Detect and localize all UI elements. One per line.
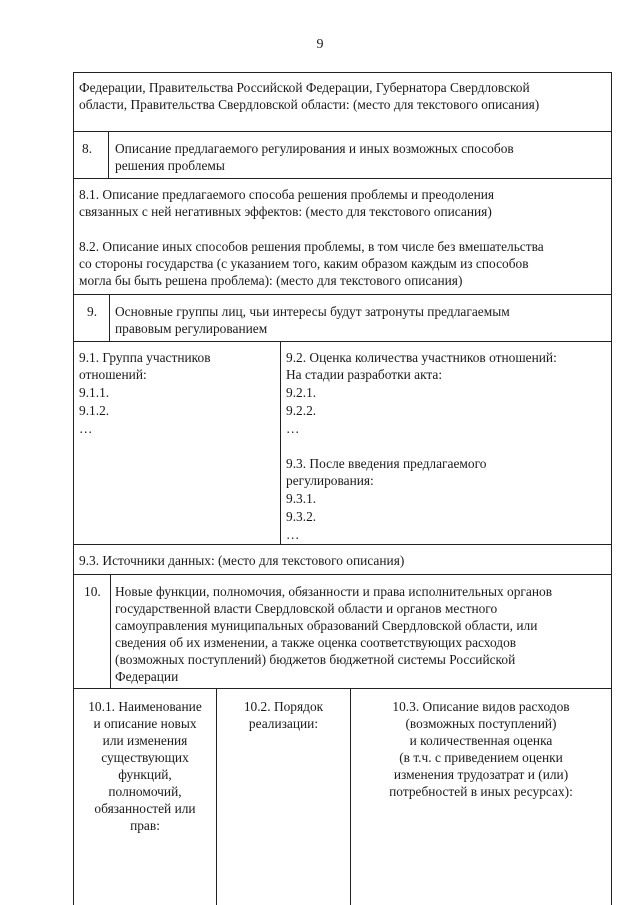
sec8-title-1: Описание предлагаемого регулирования и иных возможных способов (115, 141, 514, 156)
divider-sec8-num (108, 131, 109, 178)
sec10-col3-line: 10.3. Описание видов расходов (392, 699, 570, 714)
sec10-title-3: самоуправления муниципальных образований Свердловской области, или (115, 618, 538, 633)
rule-after-sec9-title (73, 341, 612, 342)
sec8-p82-1: 8.2. Описание иных способов решения проблемы, в том числе без вмешательства (79, 239, 544, 254)
divider-sec9-columns (280, 341, 281, 544)
sec10-title-1: Новые функции, полномочия, обязанности и права исполнительных органов (115, 584, 553, 599)
divider-sec9-num (109, 294, 110, 341)
sec9-right-9: 9.3.2. (286, 509, 317, 524)
sec10-col2-line: реализации: (248, 716, 319, 731)
sec9-title-1: Основные группы лиц, чьи интересы будут затронуты предлагаемым (115, 304, 510, 319)
sec9-right-6: 9.3. После введения предлагаемого (286, 456, 487, 471)
sec8-p82-2: со стороны государства (с указанием того, каким образом каждым из способов (79, 256, 529, 271)
sec8-title-2: решения проблемы (115, 158, 225, 173)
sec10-col2-line: 10.2. Порядок (243, 699, 324, 714)
sec10-col3-line: (в т.ч. с приведением оценки (399, 750, 563, 765)
rule-after-sources (73, 574, 612, 575)
sec10-col1-line: прав: (130, 818, 160, 833)
sec8-number: 8. (82, 141, 93, 156)
rule-after-sec8-body (73, 294, 612, 295)
sec10-number: 10. (84, 584, 101, 599)
sec10-col1-line: или изменения (102, 733, 188, 748)
sec10-col3-line: изменения трудозатрат и (или) (393, 767, 569, 782)
sec9-right-7: регулирования: (286, 473, 374, 488)
sec8-p82-3: могла бы быть решена проблема): (место для текстового описания) (79, 273, 463, 288)
sec10-col3-line: потребностей в иных ресурсах): (389, 784, 573, 799)
sec9-left-1: 9.1. Группа участников (79, 350, 211, 365)
sec9-right-8: 9.3.1. (286, 491, 317, 506)
sec8-p81-2: связанных с ней негативных эффектов: (место для текстового описания) (79, 204, 492, 219)
sec9-left-4: 9.1.2. (79, 403, 110, 418)
sec9-right-1: 9.2. Оценка количества участников отношений: (286, 350, 557, 365)
sec9-sources: 9.3. Источники данных: (место для текстового описания) (79, 553, 405, 568)
sec10-col1-line: 10.1. Наименование (88, 699, 202, 714)
sec10-col1-line: и описание новых (93, 716, 197, 731)
page-number: 9 (316, 37, 324, 52)
sec10-col1-line: функций, (118, 767, 172, 782)
sec10-title-6: Федерации (115, 669, 179, 684)
sec9-left-5: … (79, 421, 93, 436)
intro-line-2: области, Правительства Свердловской области: (место для текстового описания) (79, 97, 540, 112)
sec9-right-5: … (286, 421, 300, 436)
sec10-col1-line: существующих (101, 750, 189, 765)
sec10-title-2: государственной власти Свердловской области и органов местного (115, 601, 498, 616)
sec9-left-2: отношений: (79, 367, 147, 382)
rule-after-sec9-grid (73, 544, 612, 545)
sec9-title-2: правовым регулированием (115, 321, 268, 336)
rule-after-sec8-title (73, 178, 612, 179)
sec9-number: 9. (87, 304, 98, 319)
sec8-p81-1: 8.1. Описание предлагаемого способа решения проблемы и преодоления (79, 187, 495, 202)
intro-line-1: Федерации, Правительства Российской Федерации, Губернатора Свердловской (79, 80, 530, 95)
sec9-right-10: … (286, 527, 300, 542)
sec10-col3-line: (возможных поступлений) (405, 716, 557, 731)
rule-after-intro (73, 131, 612, 132)
sec10-col1-line: полномочий, (108, 784, 182, 799)
rule-after-sec10-title (73, 688, 612, 689)
sec9-right-3: 9.2.1. (286, 385, 317, 400)
sec9-right-2: На стадии разработки акта: (286, 367, 443, 382)
sec10-title-4: сведения об их изменении, а также оценка соответствующих расходов (115, 635, 517, 650)
sec9-left-3: 9.1.1. (79, 385, 110, 400)
sec10-title-5: (возможных поступлений) бюджетов бюджетной системы Российской (115, 652, 516, 667)
sec9-right-4: 9.2.2. (286, 403, 317, 418)
divider-sec10-num (110, 574, 111, 688)
sec10-col3-line: и количественная оценка (409, 733, 553, 748)
sec10-col1-line: обязанностей или (94, 801, 196, 816)
